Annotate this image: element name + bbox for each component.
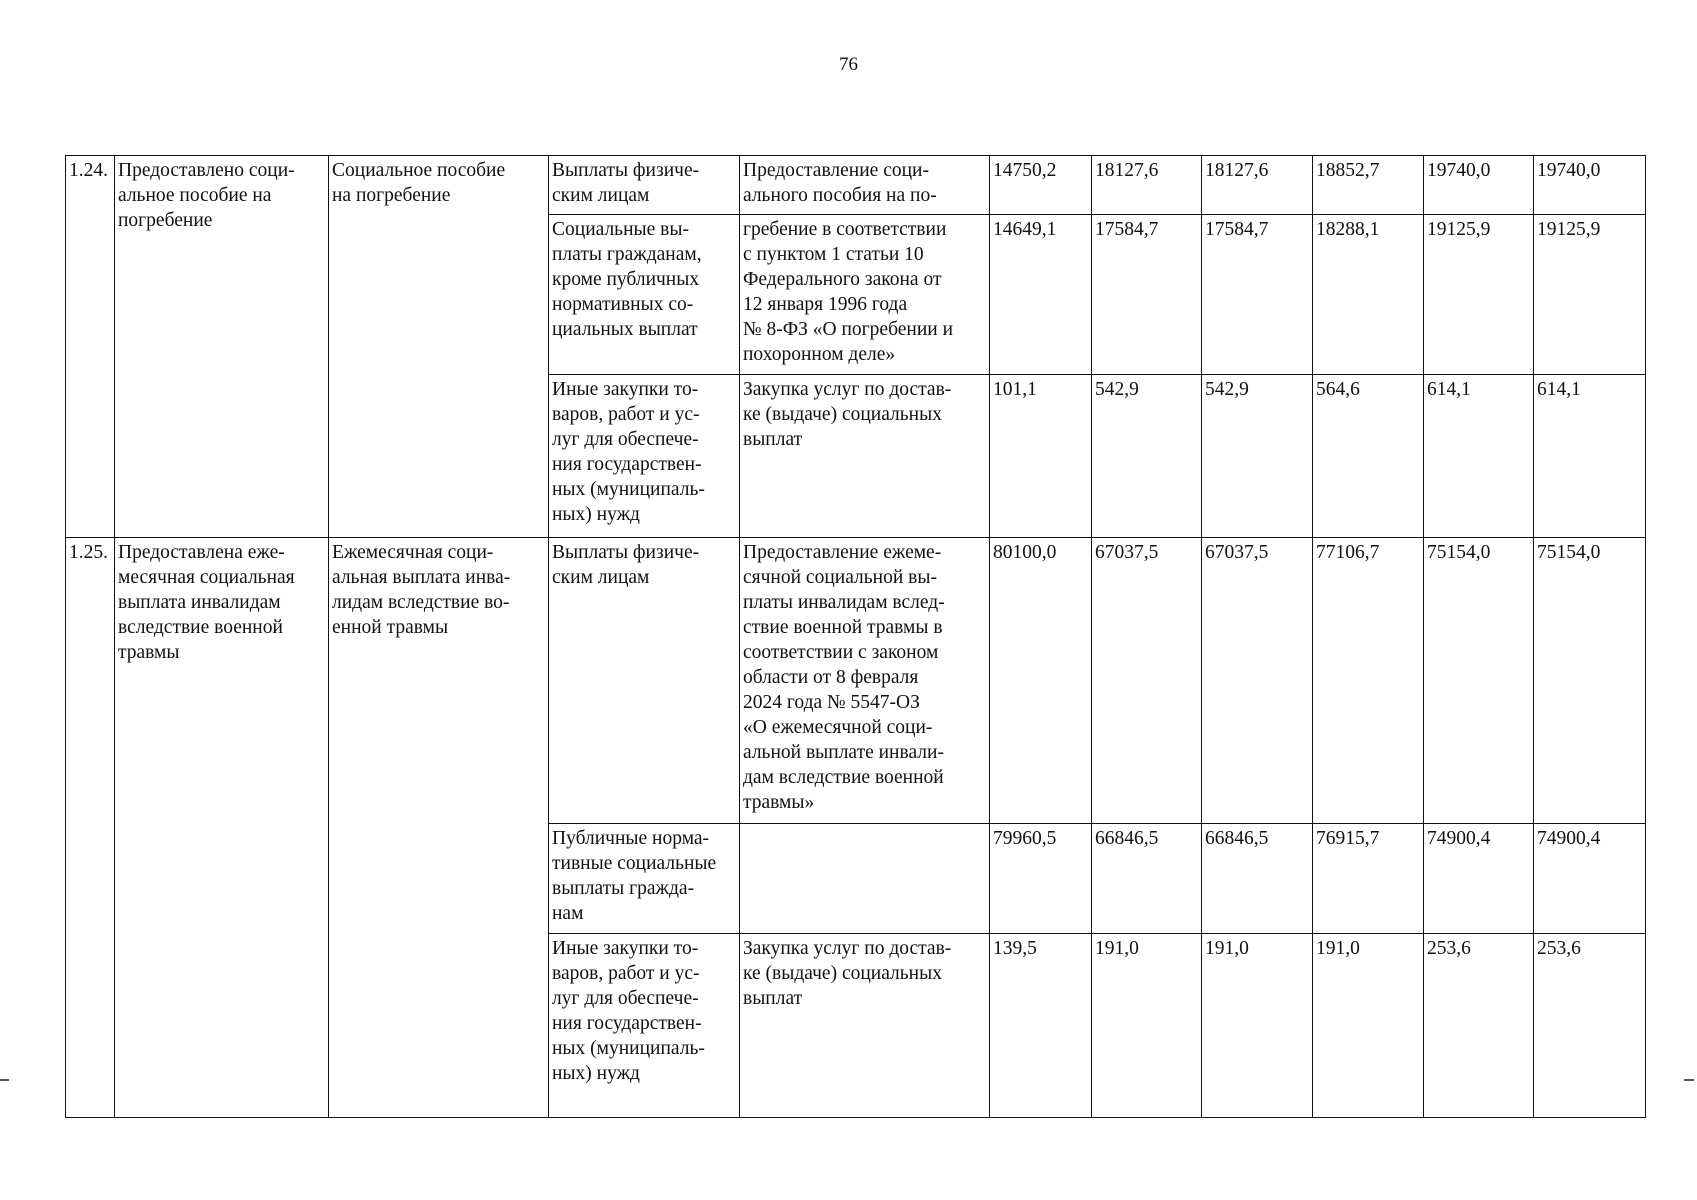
value-cell: 67037,5 bbox=[1202, 538, 1313, 824]
value-cell: 74900,4 bbox=[1424, 824, 1534, 934]
value-cell: 66846,5 bbox=[1202, 824, 1313, 934]
value-cell: 19125,9 bbox=[1424, 215, 1534, 375]
measure-cell: Ежемесячная соци- альная выплата инва- лидам вследствие во- енной травмы bbox=[329, 538, 549, 1118]
description-cell bbox=[740, 824, 990, 934]
value-cell: 614,1 bbox=[1534, 375, 1646, 538]
value-cell: 18852,7 bbox=[1313, 156, 1424, 215]
value-cell: 17584,7 bbox=[1092, 215, 1202, 375]
value-cell: 80100,0 bbox=[990, 538, 1092, 824]
result-cell: Предоставлено соци- альное пособие на погребение bbox=[115, 156, 329, 538]
description-cell: гребение в соответствии с пунктом 1 статьи 10 Федерального закона от 12 января 1996 года № 8-ФЗ «О погребении и похоронном деле» bbox=[740, 215, 990, 375]
value-cell: 564,6 bbox=[1313, 375, 1424, 538]
value-cell: 76915,7 bbox=[1313, 824, 1424, 934]
program-measures-table bbox=[65, 155, 1646, 1118]
margin-mark-left bbox=[0, 1079, 9, 1081]
description-cell: Предоставление соци- ального пособия на по- bbox=[740, 156, 990, 215]
page-number: 76 bbox=[839, 54, 858, 75]
expense-type-cell: Иные закупки то- варов, работ и ус- луг для обеспече- ния государствен- ных (муниципаль- ных) нужд bbox=[549, 375, 740, 538]
value-cell: 191,0 bbox=[1202, 934, 1313, 1118]
value-cell: 253,6 bbox=[1424, 934, 1534, 1118]
value-cell: 542,9 bbox=[1202, 375, 1313, 538]
value-cell: 18288,1 bbox=[1313, 215, 1424, 375]
value-cell: 79960,5 bbox=[990, 824, 1092, 934]
value-cell: 18127,6 bbox=[1202, 156, 1313, 215]
expense-type-cell: Иные закупки то- варов, работ и ус- луг для обеспече- ния государствен- ных (муниципаль- ных) нужд bbox=[549, 934, 740, 1118]
value-cell: 74900,4 bbox=[1534, 824, 1646, 934]
value-cell: 75154,0 bbox=[1534, 538, 1646, 824]
value-cell: 19740,0 bbox=[1534, 156, 1646, 215]
value-cell: 19125,9 bbox=[1534, 215, 1646, 375]
value-cell: 77106,7 bbox=[1313, 538, 1424, 824]
measure-cell: Социальное пособие на погребение bbox=[329, 156, 549, 538]
expense-type-cell: Социальные вы- платы гражданам, кроме публичных нормативных со- циальных выплат bbox=[549, 215, 740, 375]
result-cell: Предоставлена еже- месячная социальная выплата инвалидам вследствие военной травмы bbox=[115, 538, 329, 1118]
value-cell: 18127,6 bbox=[1092, 156, 1202, 215]
value-cell: 14750,2 bbox=[990, 156, 1092, 215]
value-cell: 14649,1 bbox=[990, 215, 1092, 375]
value-cell: 67037,5 bbox=[1092, 538, 1202, 824]
value-cell: 253,6 bbox=[1534, 934, 1646, 1118]
value-cell: 75154,0 bbox=[1424, 538, 1534, 824]
margin-mark-right bbox=[1684, 1079, 1694, 1081]
table-row bbox=[66, 538, 1646, 824]
description-cell: Закупка услуг по достав- ке (выдаче) социальных выплат bbox=[740, 934, 990, 1118]
value-cell: 17584,7 bbox=[1202, 215, 1313, 375]
item-number: 1.25. bbox=[66, 538, 115, 1118]
value-cell: 614,1 bbox=[1424, 375, 1534, 538]
value-cell: 191,0 bbox=[1092, 934, 1202, 1118]
value-cell: 542,9 bbox=[1092, 375, 1202, 538]
value-cell: 191,0 bbox=[1313, 934, 1424, 1118]
value-cell: 101,1 bbox=[990, 375, 1092, 538]
value-cell: 19740,0 bbox=[1424, 156, 1534, 215]
description-cell: Предоставление ежеме- сячной социальной вы- платы инвалидам вслед- ствие военной травмы в соответствии с законом области от 8 февраля 2024 года № 5547-ОЗ «О ежемесячной соци- альной выплате инвали- дам вследствие военной травмы» bbox=[740, 538, 990, 824]
expense-type-cell: Публичные норма- тивные социальные выплаты гражда- нам bbox=[549, 824, 740, 934]
expense-type-cell: Выплаты физиче- ским лицам bbox=[549, 156, 740, 215]
item-number: 1.24. bbox=[66, 156, 115, 538]
table-row bbox=[66, 156, 1646, 215]
expense-type-cell: Выплаты физиче- ским лицам bbox=[549, 538, 740, 824]
value-cell: 139,5 bbox=[990, 934, 1092, 1118]
value-cell: 66846,5 bbox=[1092, 824, 1202, 934]
description-cell: Закупка услуг по достав- ке (выдаче) социальных выплат bbox=[740, 375, 990, 538]
